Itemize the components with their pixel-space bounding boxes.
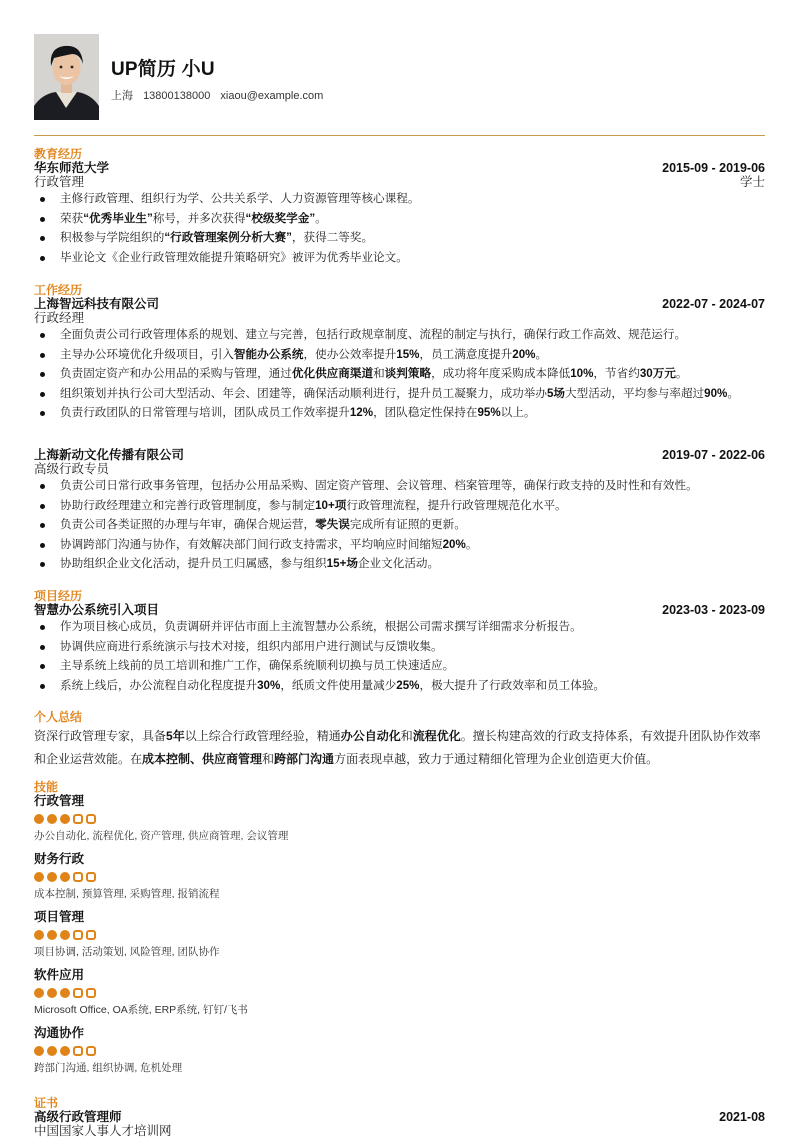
list-item: 主导办公环境优化升级项目，引入智能办公系统，使办公效率提升15%，员工满意度提升20%。	[34, 348, 765, 362]
certificates-section	[34, 1097, 765, 1138]
education-entry-header	[34, 161, 765, 175]
list-item: 积极参与学院组织的“行政管理案例分析大赛”，获得二等奖。	[34, 231, 765, 245]
project-date: 2023-03 - 2023-09	[662, 603, 765, 617]
work-entry-sub	[34, 311, 765, 325]
filled-dot-icon	[60, 814, 70, 824]
contact-email[interactable]: xiaou@example.com	[220, 90, 324, 102]
work-section	[34, 284, 765, 426]
list-item: 协助组织企业文化活动，提升员工归属感，参与组织15+场企业文化活动。	[34, 557, 765, 571]
work-date: 2022-07 - 2024-07	[662, 297, 765, 311]
skill-name: 沟通协作	[34, 1026, 85, 1040]
contact-info	[111, 87, 330, 103]
list-item: 组织策划并执行公司大型活动、年会、团建等，确保活动顺利进行，提升员工凝聚力，成功举办5场大型活动，平均参与率超过90%。	[34, 387, 765, 401]
profile-photo	[34, 34, 99, 120]
project-entry-header	[34, 603, 765, 617]
project-name: 智慧办公系统引入项目	[34, 603, 160, 617]
list-item: 系统上线后，办公流程自动化程度提升30%，纸质文件使用量减少25%，极大提升了行政效率和员工体验。	[34, 679, 765, 693]
skill-level-rating	[34, 814, 765, 824]
skill-item	[34, 852, 765, 901]
list-item: 协调供应商进行系统演示与技术对接，组织内部用户进行测试与反馈收集。	[34, 640, 765, 654]
filled-dot-icon	[34, 988, 44, 998]
empty-dot-icon	[86, 1046, 96, 1056]
list-item: 协调跨部门沟通与协作，有效解决部门间行政支持需求，平均响应时间缩短20%。	[34, 538, 765, 552]
work-entry-header	[34, 297, 765, 311]
skill-level-rating	[34, 988, 765, 998]
list-item: 负责行政团队的日常管理与培训，团队成员工作效率提升12%，团队稳定性保持在95%以上。	[34, 406, 765, 420]
candidate-name: UP简历 小U	[111, 59, 215, 80]
empty-dot-icon	[73, 872, 83, 882]
filled-dot-icon	[34, 930, 44, 940]
work-bullets	[34, 328, 765, 420]
list-item: 负责公司各类证照的办理与年审，确保合规运营，零失误完成所有证照的更新。	[34, 518, 765, 532]
skill-keywords: 成本控制, 预算管理, 采购管理, 报销流程	[34, 888, 220, 900]
education-bullets	[34, 192, 765, 265]
job-position: 高级行政专员	[34, 462, 110, 476]
avatar-image-icon	[34, 34, 99, 120]
skills-list	[34, 794, 765, 1075]
list-item: 主导系统上线前的员工培训和推广工作，确保系统顺利切换与员工快速适应。	[34, 659, 765, 673]
company-name: 上海新动文化传播有限公司	[34, 448, 185, 462]
contact-city: 上海	[111, 90, 133, 102]
section-title-work: 工作经历	[34, 283, 83, 297]
empty-dot-icon	[73, 814, 83, 824]
filled-dot-icon	[60, 988, 70, 998]
skill-item	[34, 968, 765, 1017]
skill-item	[34, 794, 765, 843]
education-degree: 学士	[739, 175, 765, 189]
certificate-entry-header	[34, 1110, 765, 1124]
list-item: 负责固定资产和办公用品的采购与管理，通过优化供应商渠道和谈判策略，成功将年度采购成本降低10%，节省约30万元。	[34, 367, 765, 381]
skill-level-rating	[34, 1046, 765, 1056]
filled-dot-icon	[34, 872, 44, 882]
empty-dot-icon	[86, 988, 96, 998]
work-entry-sub	[34, 462, 765, 476]
school-name: 华东师范大学	[34, 161, 110, 175]
skills-section	[34, 781, 765, 1084]
empty-dot-icon	[73, 930, 83, 940]
list-item: 主修行政管理、组织行为学、公共关系学、人力资源管理等核心课程。	[34, 192, 765, 206]
filled-dot-icon	[60, 872, 70, 882]
header-divider	[34, 135, 765, 136]
filled-dot-icon	[47, 930, 57, 940]
list-item: 全面负责公司行政管理体系的规划、建立与完善，包括行政规章制度、流程的制定与执行，确保行政工作高效、规范运行。	[34, 328, 765, 342]
section-title-projects: 项目经历	[34, 589, 83, 603]
education-entry-sub	[34, 175, 765, 189]
skill-keywords: 项目协调, 活动策划, 风险管理, 团队协作	[34, 946, 220, 958]
contact-phone: 13800138000	[143, 90, 211, 102]
skill-keywords: 办公自动化, 流程优化, 资产管理, 供应商管理, 会议管理	[34, 830, 289, 842]
skill-name: 项目管理	[34, 910, 85, 924]
section-title-summary: 个人总结	[34, 710, 83, 724]
section-title-skills: 技能	[34, 780, 59, 794]
empty-dot-icon	[86, 872, 96, 882]
education-major: 行政管理	[34, 175, 85, 189]
filled-dot-icon	[34, 1046, 44, 1056]
empty-dot-icon	[86, 814, 96, 824]
filled-dot-icon	[47, 814, 57, 824]
empty-dot-icon	[73, 1046, 83, 1056]
education-section	[34, 148, 765, 270]
education-date: 2015-09 - 2019-06	[662, 161, 765, 175]
filled-dot-icon	[47, 872, 57, 882]
skill-item	[34, 1026, 765, 1075]
filled-dot-icon	[47, 988, 57, 998]
filled-dot-icon	[47, 1046, 57, 1056]
list-item: 作为项目核心成员，负责调研并评估市面上主流智慧办公系统，根据公司需求撰写详细需求分析报告。	[34, 620, 765, 634]
skill-name: 行政管理	[34, 794, 85, 808]
summary-section	[34, 711, 765, 771]
section-title-education: 教育经历	[34, 147, 83, 161]
skill-item	[34, 910, 765, 959]
section-title-certificates: 证书	[34, 1096, 59, 1110]
certificate-entry-sub	[34, 1124, 765, 1138]
skill-keywords: Microsoft Office, OA系统, ERP系统, 钉钉/飞书	[34, 1004, 248, 1016]
work-entry-2	[34, 448, 765, 577]
work-entry-header	[34, 448, 765, 462]
list-item: 毕业论文《企业行政管理效能提升策略研究》被评为优秀毕业论文。	[34, 251, 765, 265]
certificate-name: 高级行政管理师	[34, 1110, 122, 1124]
work-date: 2019-07 - 2022-06	[662, 448, 765, 462]
empty-dot-icon	[73, 988, 83, 998]
empty-dot-icon	[86, 930, 96, 940]
certificate-issuer: 中国国家人事人才培训网	[34, 1124, 172, 1138]
skill-keywords: 跨部门沟通, 组织协调, 危机处理	[34, 1062, 183, 1074]
resume-header	[34, 34, 765, 120]
job-position: 行政经理	[34, 311, 85, 325]
list-item: 协助行政经理建立和完善行政管理制度，参与制定10+项行政管理流程，提升行政管理规范化水平。	[34, 499, 765, 513]
filled-dot-icon	[60, 930, 70, 940]
skill-name: 软件应用	[34, 968, 85, 982]
list-item: 负责公司日常行政事务管理，包括办公用品采购、固定资产管理、会议管理、档案管理等，确保行政支持的及时性和有效性。	[34, 479, 765, 493]
certificate-date: 2021-08	[719, 1110, 765, 1124]
company-name: 上海智远科技有限公司	[34, 297, 160, 311]
skill-level-rating	[34, 872, 765, 882]
projects-section	[34, 590, 765, 698]
filled-dot-icon	[60, 1046, 70, 1056]
project-bullets	[34, 620, 765, 693]
work-bullets	[34, 479, 765, 571]
summary-text: 资深行政管理专家，具备5年以上综合行政管理经验，精通办公自动化和流程优化。擅长构建高效的行政支持体系，有效提升团队协作效率和企业运营效能。在成本控制、供应商管理和跨部门沟通方面表现卓越，致力于通过精细化管理为企业创造更大价值。	[34, 729, 761, 766]
skill-name: 财务行政	[34, 852, 85, 866]
skill-level-rating	[34, 930, 765, 940]
list-item: 荣获“优秀毕业生”称号，并多次获得“校级奖学金”。	[34, 212, 765, 226]
filled-dot-icon	[34, 814, 44, 824]
